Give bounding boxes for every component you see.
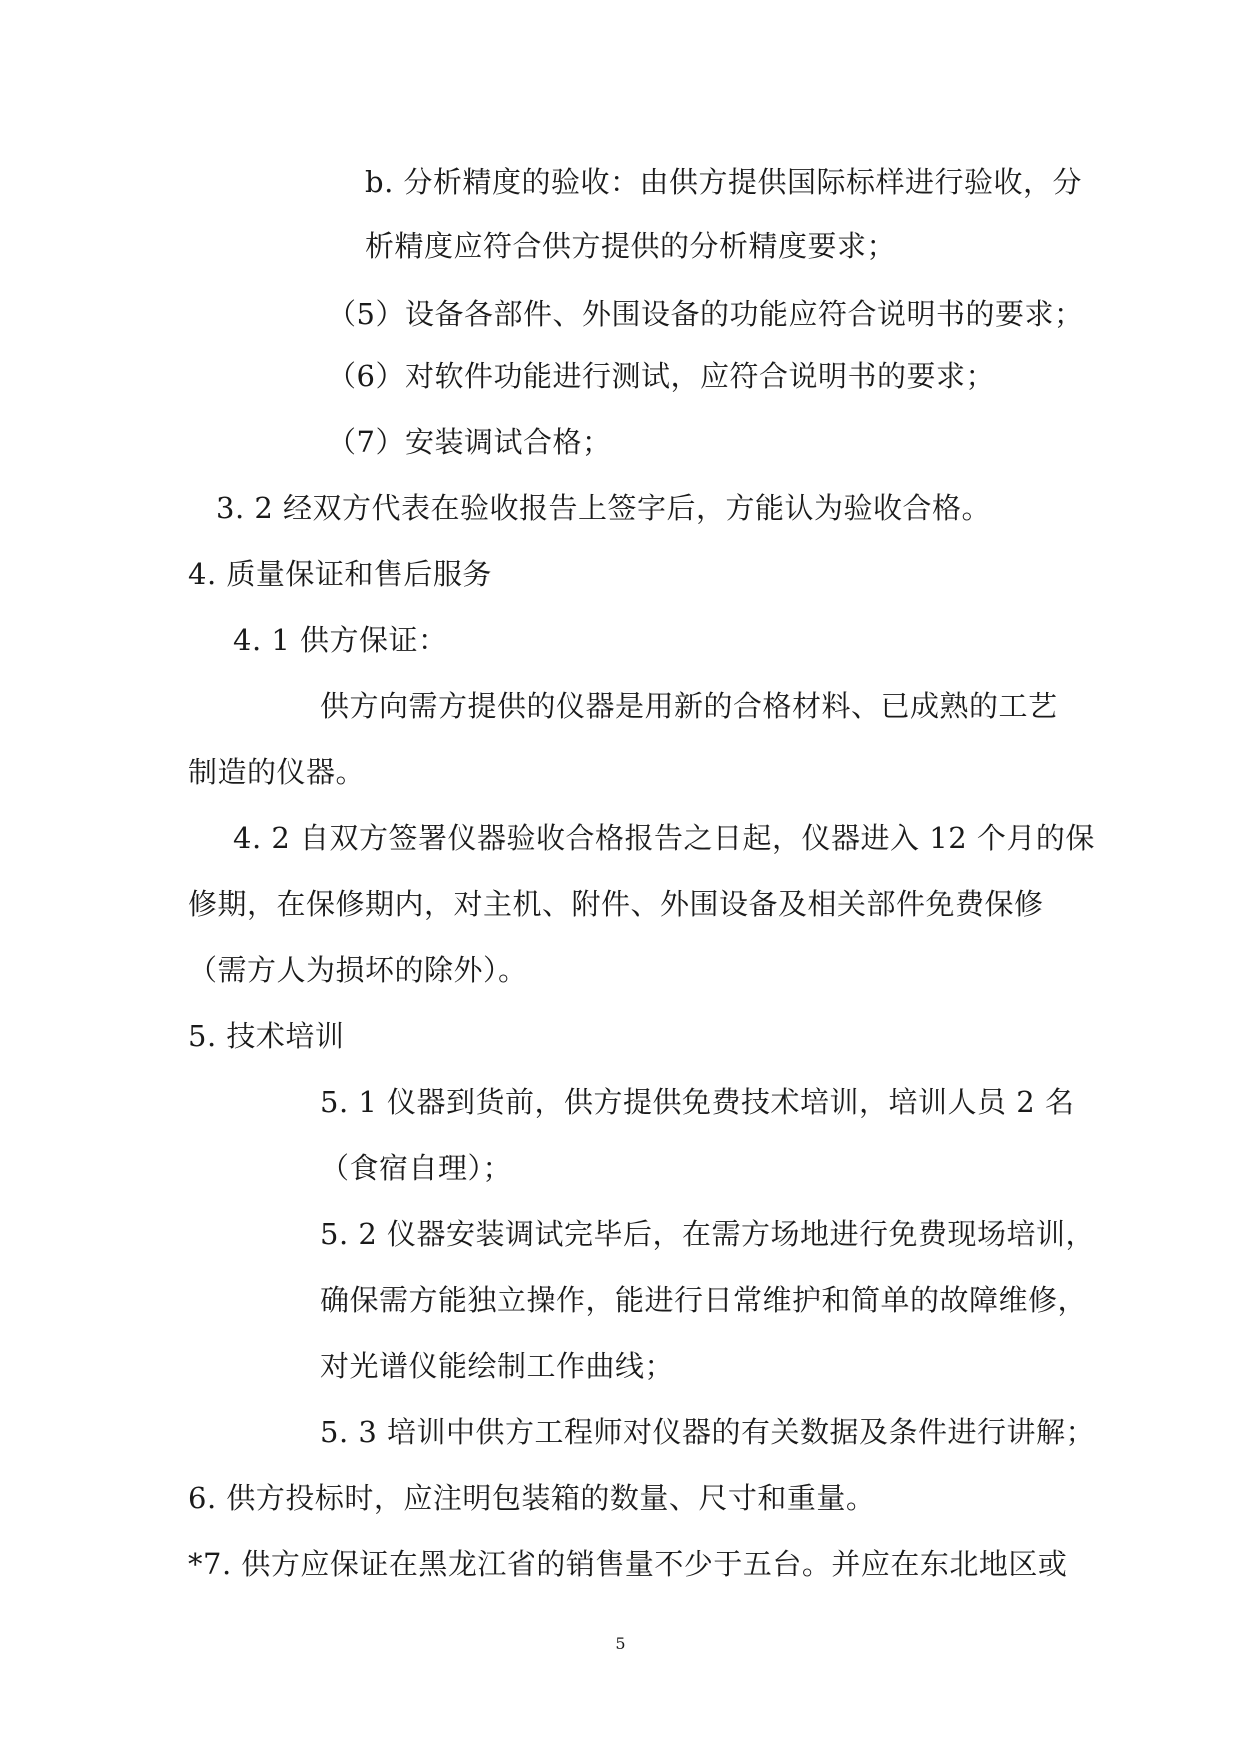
- text-line: （需方人为损坏的除外）。: [188, 953, 528, 987]
- text-line: 供方向需方提供的仪器是用新的合格材料、已成熟的工艺: [320, 689, 1058, 723]
- text-line: b. 分析精度的验收：由供方提供国际标样进行验收，分: [365, 165, 1083, 199]
- page-number: 5: [615, 1634, 626, 1653]
- text-line: 5. 3 培训中供方工程师对仪器的有关数据及条件进行讲解；: [320, 1415, 1096, 1449]
- text-line: 确保需方能独立操作，能进行日常维护和简单的故障维修，: [320, 1283, 1088, 1317]
- text-line: 对光谱仪能绘制工作曲线；: [320, 1349, 675, 1383]
- text-line: （6）对软件功能进行测试，应符合说明书的要求；: [327, 359, 995, 393]
- text-line: *7. 供方应保证在黑龙江省的销售量不少于五台。并应在东北地区或: [188, 1547, 1068, 1581]
- text-line: 5. 2 仪器安装调试完毕后，在需方场地进行免费现场培训，: [320, 1217, 1096, 1251]
- section-heading: 4. 质量保证和售后服务: [188, 557, 492, 591]
- text-line: （7）安装调试合格；: [327, 425, 612, 459]
- section-heading: 5. 技术培训: [188, 1019, 345, 1053]
- text-line: 修期，在保修期内，对主机、附件、外围设备及相关部件免费保修: [188, 887, 1044, 921]
- text-line: （5）设备各部件、外围设备的功能应符合说明书的要求；: [327, 297, 1084, 331]
- text-line: 析精度应符合供方提供的分析精度要求；: [365, 229, 897, 263]
- text-line: 4. 1 供方保证：: [233, 623, 448, 657]
- text-line: 6. 供方投标时，应注明包装箱的数量、尺寸和重量。: [188, 1481, 876, 1515]
- text-line: 3. 2 经双方代表在验收报告上签字后，方能认为验收合格。: [216, 491, 992, 525]
- text-line: 4. 2 自双方签署仪器验收合格报告之日起，仪器进入 12 个月的保: [233, 821, 1095, 855]
- text-line: 5. 1 仪器到货前，供方提供免费技术培训，培训人员 2 名: [320, 1085, 1075, 1119]
- text-line: 制造的仪器。: [188, 755, 366, 789]
- text-line: （食宿自理）；: [320, 1151, 513, 1185]
